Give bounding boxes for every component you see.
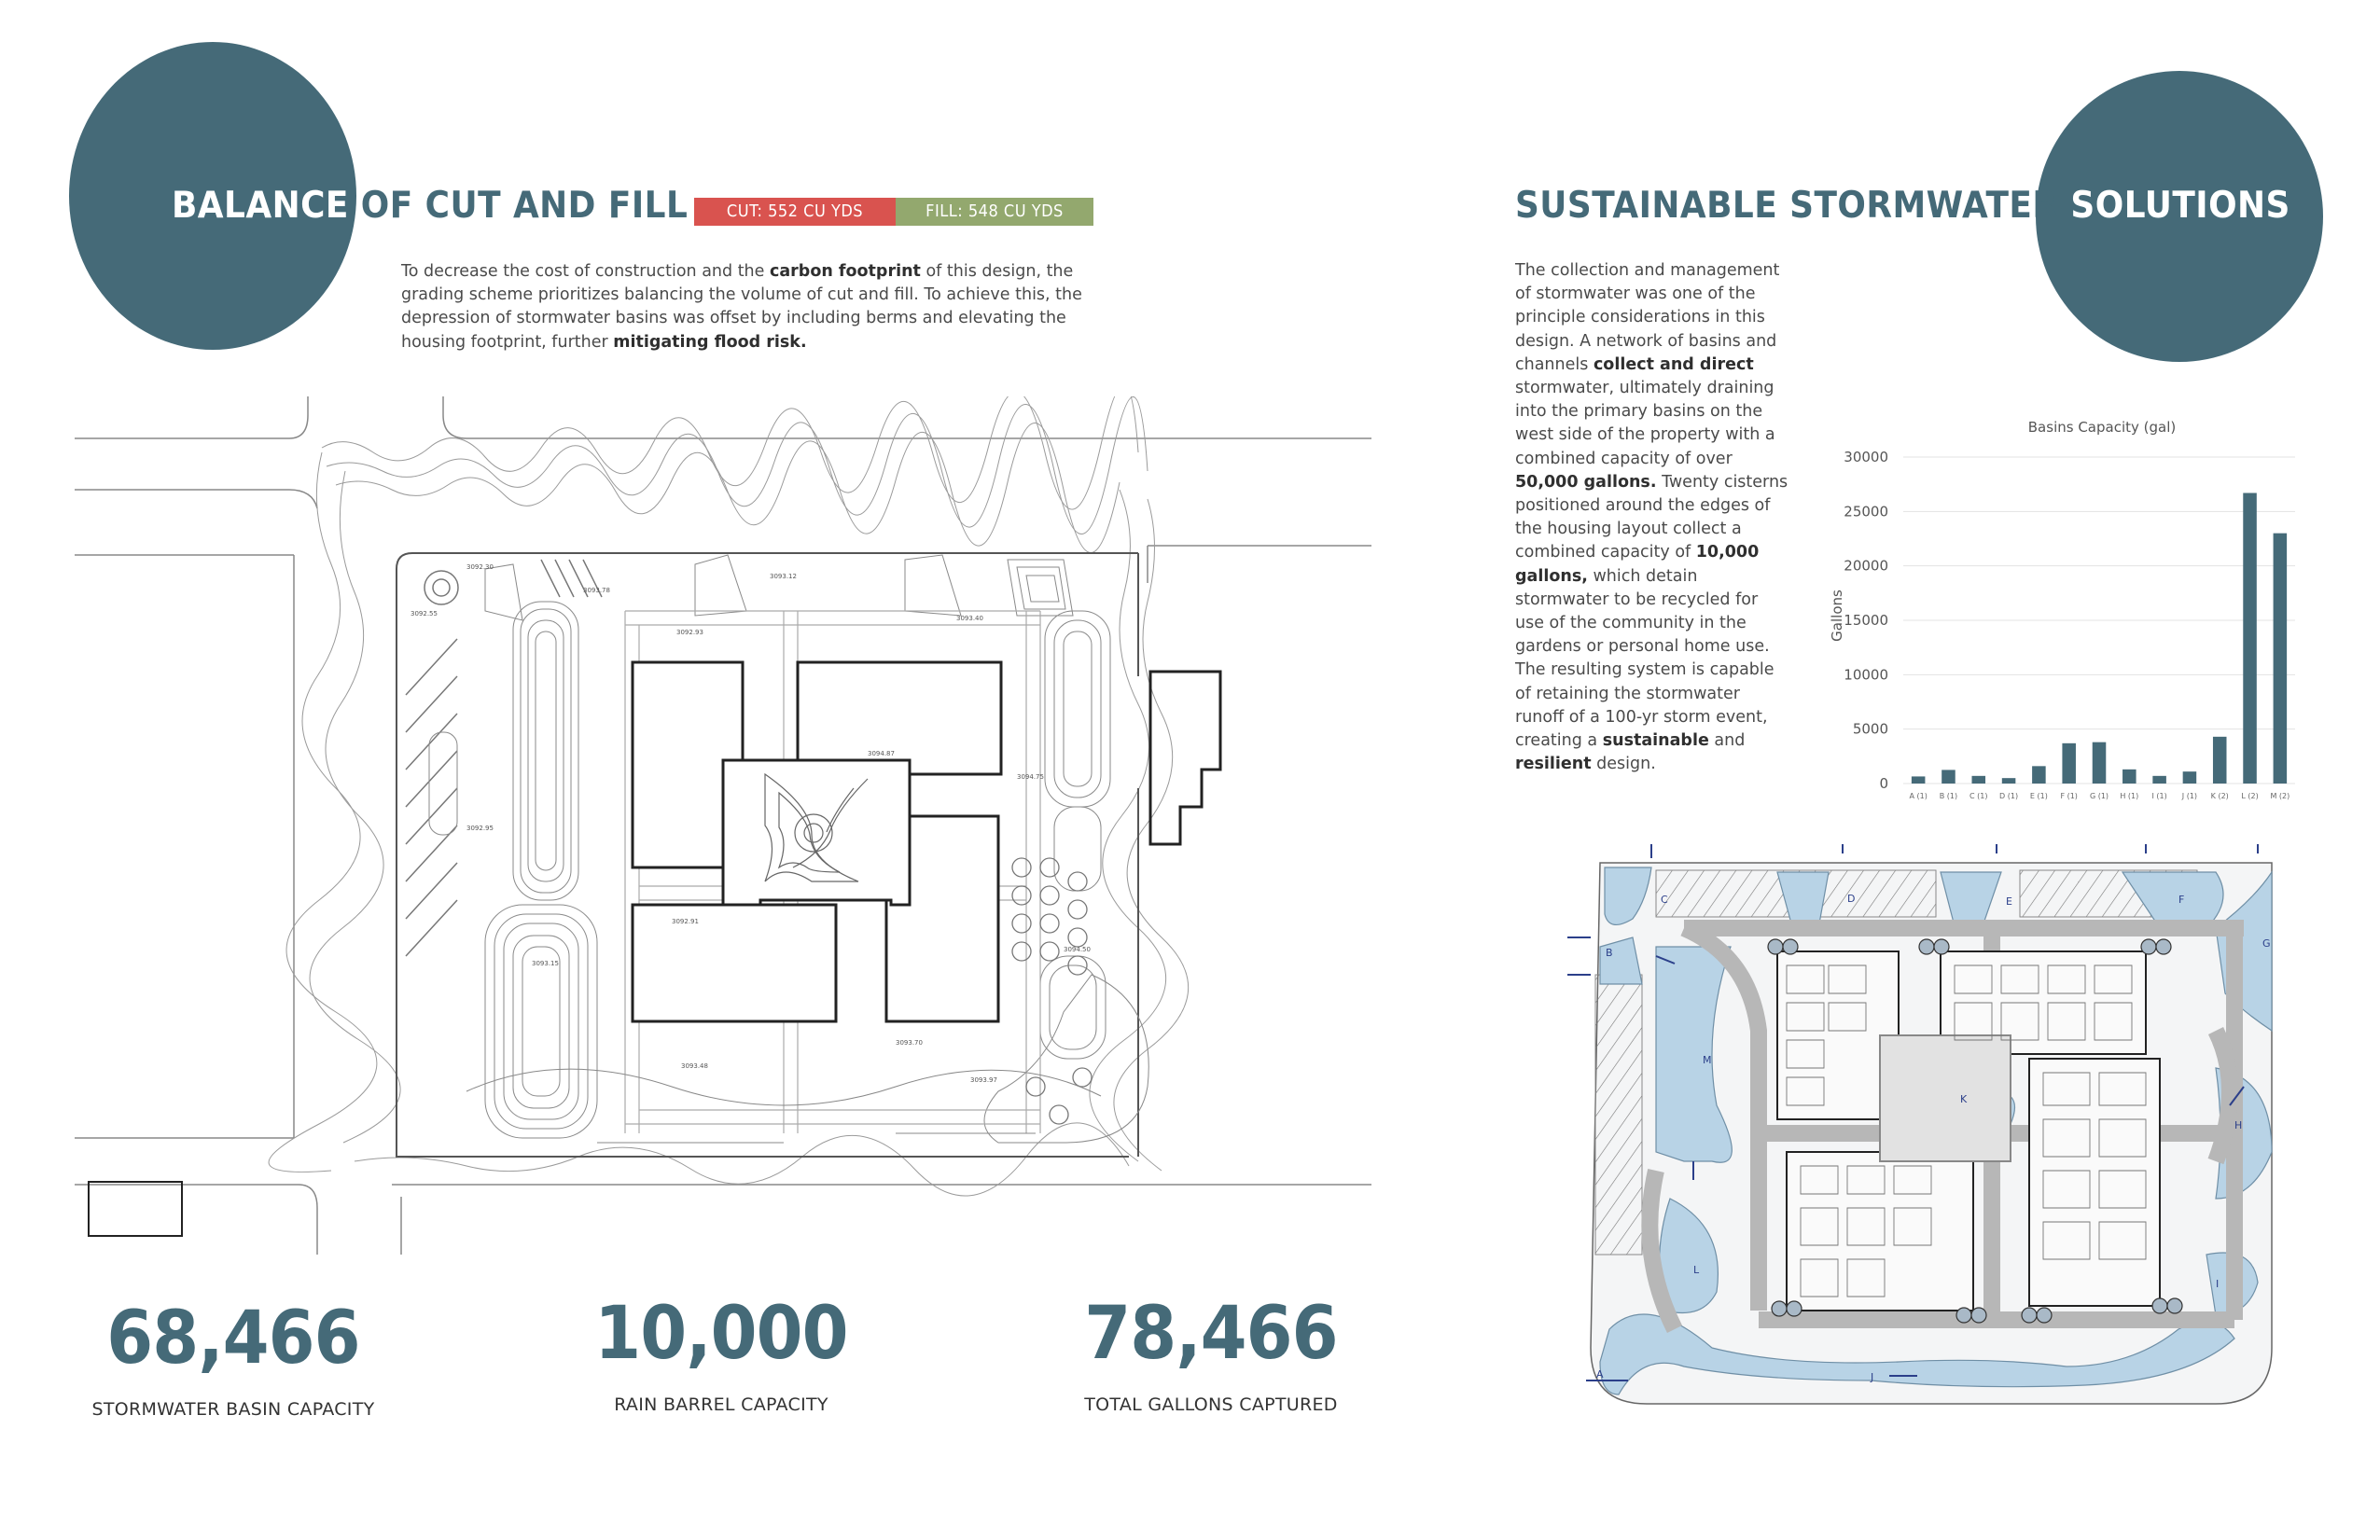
right-title-highlight: SOLUTIONS	[2070, 185, 2290, 227]
chart-ytick-label: 5000	[1852, 720, 1888, 738]
chart-title: Basins Capacity (gal)	[2027, 419, 2177, 436]
stat-total-value: 78,466	[1084, 1292, 1338, 1376]
fill-badge: FILL: 548 CU YDS	[896, 198, 1093, 226]
plan-label-a: A	[1596, 1368, 1604, 1380]
intro-bold-1: carbon footprint	[769, 262, 921, 281]
svg-text:3094.50: 3094.50	[1064, 946, 1091, 953]
stormwater-body	[1515, 259, 1791, 776]
stat-basin-label: STORMWATER BASIN CAPACITY	[91, 1399, 375, 1420]
plan-label-l: L	[1693, 1264, 1700, 1276]
plan-label-k: K	[1960, 1093, 1968, 1105]
grading-plan	[75, 396, 1381, 1264]
cut-badge: CUT: 552 CU YDS	[694, 198, 896, 226]
right-page-title	[1515, 185, 2290, 227]
plan-label-g: G	[2262, 937, 2271, 950]
chart-xtick-label: H (1)	[2120, 792, 2139, 800]
chart-xtick-label: F (1)	[2060, 792, 2078, 800]
body-bold-5: resilient	[1515, 755, 1592, 774]
chart-bar	[2152, 776, 2166, 784]
chart-xtick-label: E (1)	[2029, 792, 2048, 800]
svg-text:3092.30: 3092.30	[466, 563, 494, 571]
chart-ylabel: Gallons	[1829, 590, 1845, 642]
chart-xtick-label: I (1)	[2151, 792, 2167, 800]
stat-barrel-value: 10,000	[594, 1292, 848, 1376]
stat-basin-value: 68,466	[106, 1297, 360, 1380]
chart-xtick-label: L (2)	[2241, 792, 2259, 800]
plan-label-m: M	[1703, 1054, 1712, 1066]
intro-bold-2: mitigating flood risk.	[613, 332, 807, 352]
body-text-5: and	[1708, 731, 1746, 751]
chart-bar	[2093, 742, 2107, 784]
left-page-title	[172, 185, 688, 227]
intro-text-1: To decrease the cost of construction and the	[401, 262, 770, 281]
chart-ytick-label: 0	[1879, 775, 1888, 792]
chart-xtick-label: A (1)	[1909, 792, 1928, 800]
chart-xtick-label: K (2)	[2210, 792, 2229, 800]
plan-label-c: C	[1661, 894, 1668, 906]
plan-label-j: J	[1871, 1371, 1874, 1383]
chart-bar	[2183, 771, 2197, 784]
chart-ytick-label: 10000	[1844, 666, 1888, 684]
chart-ytick-label: 25000	[1844, 503, 1888, 520]
basins-capacity-chart	[1819, 410, 2304, 802]
chart-bar	[2123, 770, 2136, 784]
plan-label-d: D	[1847, 893, 1856, 905]
plan-label-i: I	[2216, 1278, 2220, 1290]
intro-text-2: of this design, the grading scheme prioritizes balancing the volume of cut and fill. To achieve this, the depression of stormwater basins was offset by including berms and elevating the housing footprint, further	[401, 262, 1082, 352]
chart-bar	[1912, 776, 1926, 784]
stat-barrel-label: RAIN BARREL CAPACITY	[614, 1394, 828, 1415]
chart-xtick-label: J (1)	[2181, 792, 2198, 800]
svg-text:3092.93: 3092.93	[676, 629, 703, 636]
chart-xtick-label: C (1)	[1969, 792, 1988, 800]
svg-text:3093.97: 3093.97	[970, 1076, 997, 1084]
chart-ytick-label: 30000	[1844, 449, 1888, 465]
plan-label-f: F	[2178, 894, 2185, 906]
plan-label-e: E	[2006, 895, 2012, 908]
svg-text:3093.12: 3093.12	[770, 573, 797, 580]
chart-ytick-label: 20000	[1844, 557, 1888, 575]
stat-total-label: TOTAL GALLONS CAPTURED	[1084, 1394, 1338, 1415]
left-title-highlight: BALANCE	[172, 185, 349, 227]
svg-text:3093.48: 3093.48	[681, 1062, 708, 1070]
stormwater-site-plan	[1563, 844, 2290, 1413]
body-text-2: stormwater, ultimately draining into the primary basins on the west side of the property with a combined capacity of over	[1515, 379, 1775, 468]
chart-bar	[2032, 766, 2046, 784]
chart-bar	[1942, 770, 1955, 784]
left-title-rest: OF CUT AND FILL	[348, 185, 689, 227]
svg-text:3094.75: 3094.75	[1017, 773, 1044, 781]
body-bold-3: 10,000 gallons,	[1515, 543, 1760, 586]
chart-bar	[2243, 493, 2257, 784]
svg-text:3092.55: 3092.55	[411, 610, 438, 617]
svg-text:3093.15: 3093.15	[532, 960, 559, 967]
chart-xtick-label: B (1)	[1939, 792, 1958, 800]
body-text-6: design.	[1591, 755, 1656, 774]
plan-label-b: B	[1606, 947, 1613, 959]
svg-text:3092.91: 3092.91	[672, 918, 699, 925]
svg-text:3093.40: 3093.40	[956, 615, 983, 622]
svg-text:3093.70: 3093.70	[896, 1039, 923, 1047]
chart-bar	[2274, 534, 2288, 784]
svg-text:3092.95: 3092.95	[466, 825, 494, 832]
svg-text:3093.78: 3093.78	[583, 587, 610, 594]
body-text-4: which detain stormwater to be recycled for use of the community in the gardens or personal home use. The resulting system is capable of retaining the stormwater runoff of a 100-yr storm event, creating a	[1515, 566, 1775, 751]
body-text-3: Twenty cisterns positioned around the edges of the housing layout collect a combined capacity of	[1515, 472, 1788, 562]
svg-text:3094.87: 3094.87	[868, 750, 895, 757]
plan-label-h: H	[2234, 1119, 2243, 1131]
chart-bar	[2002, 778, 2016, 784]
chart-bar	[2213, 737, 2227, 784]
chart-xtick-label: M (2)	[2270, 792, 2290, 800]
chart-xtick-label: D (1)	[1999, 792, 2019, 800]
body-text-1: The collection and management of stormwater was one of the principle considerations in this design. A network of basins and channels	[1515, 261, 1780, 374]
chart-bar	[1972, 776, 1986, 784]
chart-xtick-label: G (1)	[2089, 792, 2109, 800]
body-bold-2: 50,000 gallons.	[1515, 472, 1657, 492]
chart-ytick-label: 15000	[1844, 612, 1888, 629]
chart-bar	[2062, 743, 2076, 784]
body-bold-4: sustainable	[1602, 731, 1709, 751]
right-title-rest: SUSTAINABLE STORMWATER	[1515, 185, 2071, 227]
body-bold-1: collect and direct	[1593, 354, 1754, 374]
cut-fill-intro	[401, 260, 1110, 354]
